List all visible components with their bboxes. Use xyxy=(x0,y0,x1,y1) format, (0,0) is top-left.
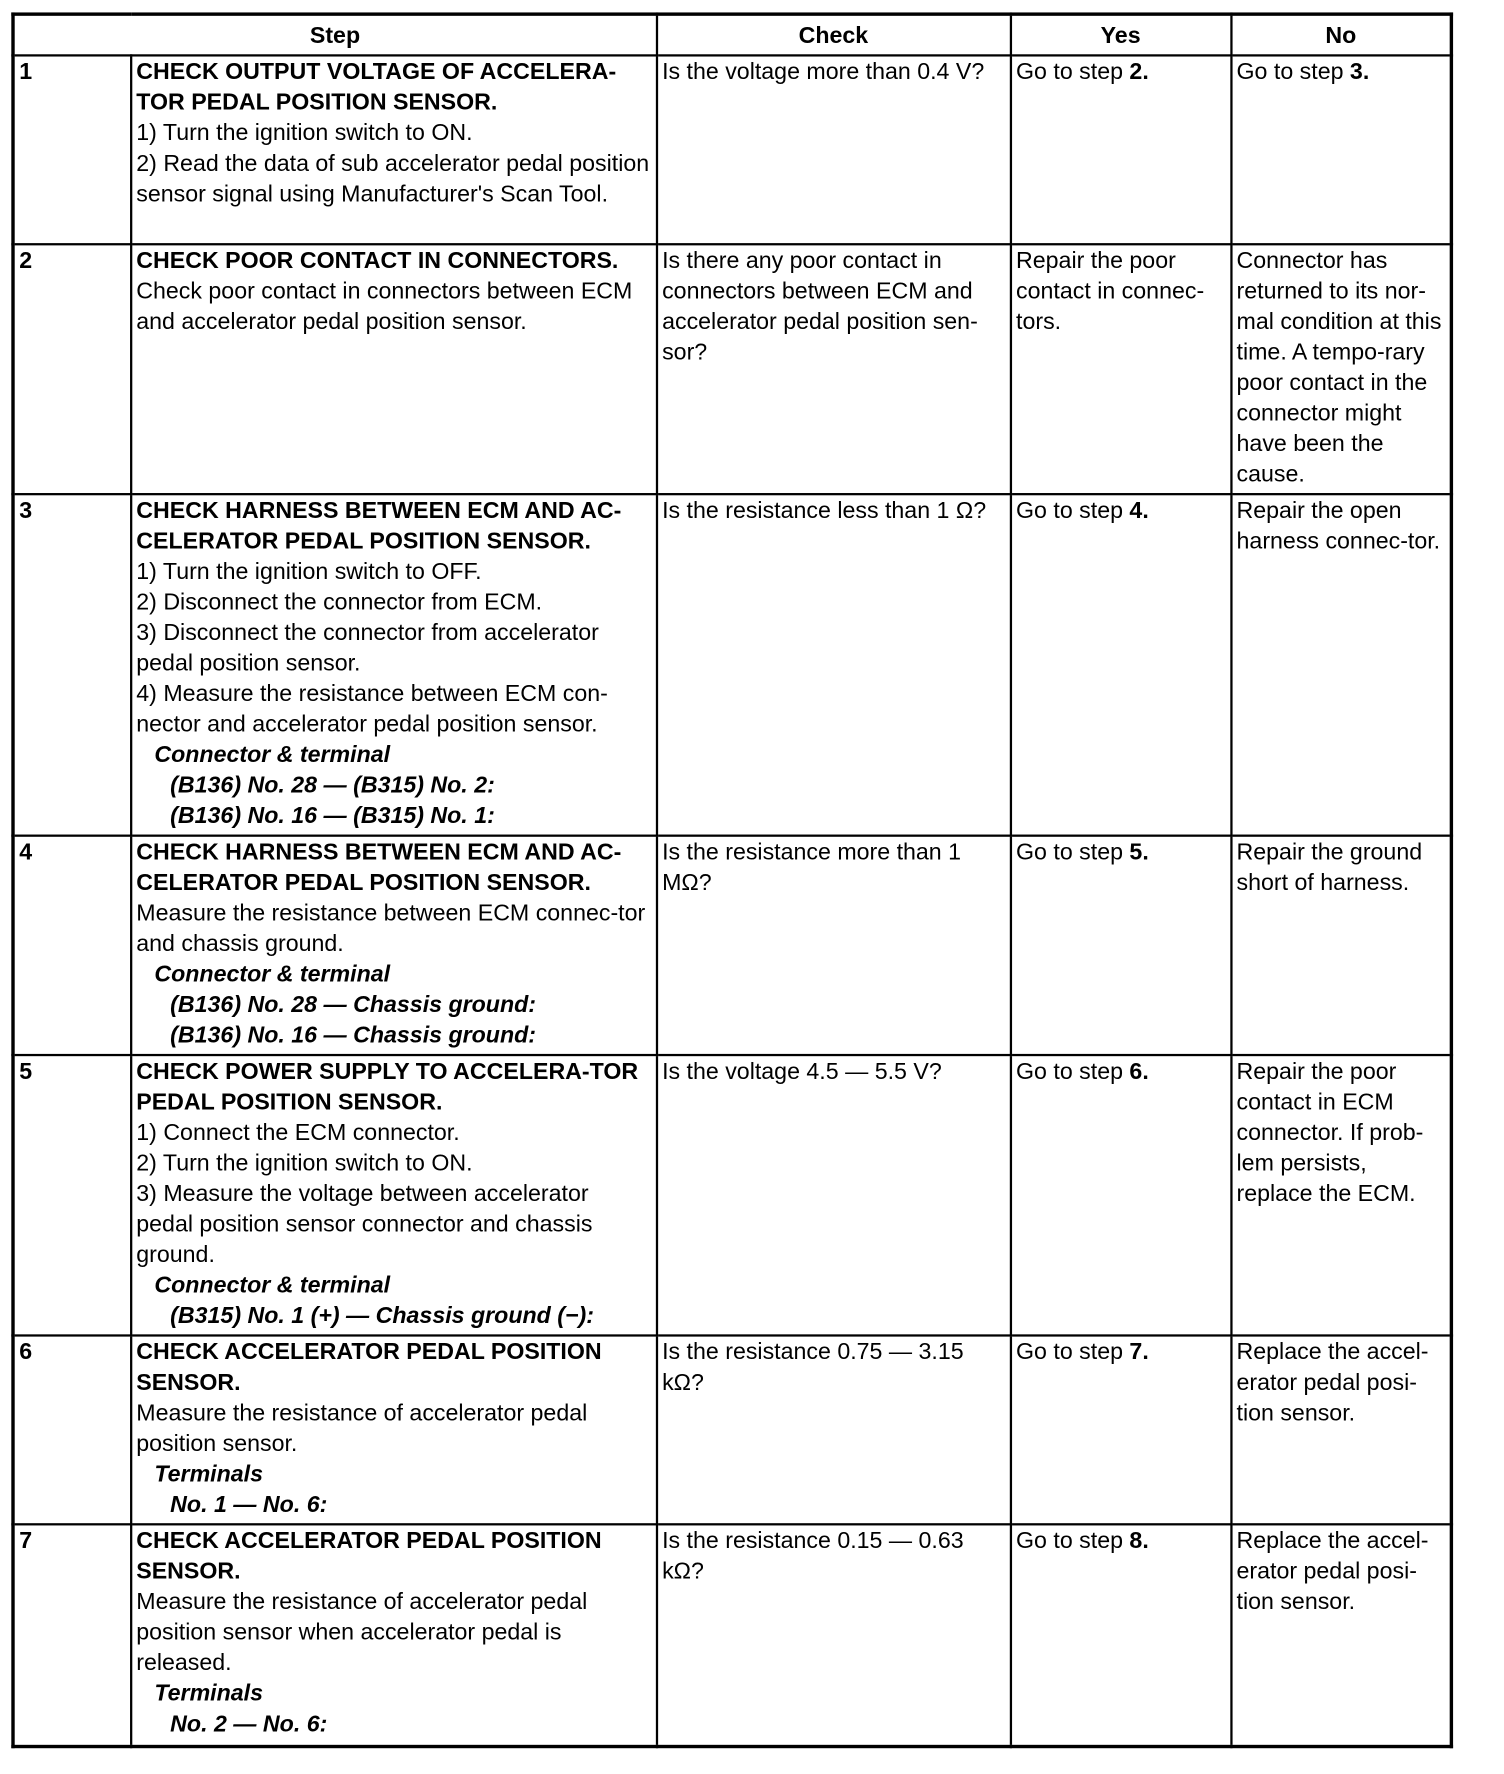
step-instruction: Check poor contact in connectors between ECM and accelerator pedal position sensor. xyxy=(136,278,633,335)
no-cell: Replace the accel-erator pedal posi-tion sensor. xyxy=(1231,1524,1452,1746)
no-cell: Repair the poor contact in ECM connector. If prob-lem persists, replace the ECM. xyxy=(1231,1055,1452,1335)
step-number: 5 xyxy=(13,1055,131,1335)
step-instruction: 1) Turn the ignition switch to ON. xyxy=(136,119,473,146)
yes-goto-step: 5. xyxy=(1129,839,1149,866)
step-title: CHECK HARNESS BETWEEN ECM AND AC-CELERATOR PEDAL POSITION SENSOR. xyxy=(136,497,622,555)
check-cell: Is the resistance more than 1 MΩ? xyxy=(656,836,1010,1055)
step-title: CHECK POWER SUPPLY TO ACCELERA-TOR PEDAL POSITION SENSOR. xyxy=(136,1058,639,1115)
check-cell: Is the resistance less than 1 Ω? xyxy=(656,494,1010,836)
yes-cell xyxy=(1010,1524,1231,1746)
table-row xyxy=(13,1055,1451,1335)
yes-goto-text: Go to step xyxy=(1016,58,1130,85)
yes-goto-text: Go to step xyxy=(1016,1058,1130,1085)
step-instruction: 1) Turn the ignition switch to OFF. xyxy=(136,558,482,585)
terminal-heading: Connector & terminal xyxy=(154,741,391,768)
diagnostic-table xyxy=(11,12,1453,1747)
terminal-spec: No. 1 — No. 6: xyxy=(170,1491,328,1518)
step-instruction: 3) Measure the voltage between accelerator pedal position sensor connector and chassis ground. xyxy=(136,1180,593,1268)
yes-goto-text: Go to step xyxy=(1016,1338,1130,1365)
step-description xyxy=(131,836,657,1055)
step-number: 4 xyxy=(13,836,131,1055)
step-description xyxy=(131,1524,657,1746)
step-title: CHECK HARNESS BETWEEN ECM AND AC-CELERATOR PEDAL POSITION SENSOR. xyxy=(136,839,622,896)
step-instruction: 2) Turn the ignition switch to ON. xyxy=(136,1150,473,1177)
no-goto-text: Go to step xyxy=(1236,58,1350,85)
step-instruction: Measure the resistance of accelerator pedal position sensor when accelerator pedal is released. xyxy=(136,1588,588,1676)
step-number: 6 xyxy=(13,1335,131,1524)
table-row xyxy=(13,1524,1451,1746)
check-cell: Is the voltage more than 0.4 V? xyxy=(656,55,1010,244)
terminal-heading: Terminals xyxy=(154,1460,264,1488)
terminal-spec: (B136) No. 28 — Chassis ground: xyxy=(170,991,537,1018)
step-description xyxy=(131,55,657,244)
step-title: CHECK POOR CONTACT IN CONNECTORS. xyxy=(136,247,619,274)
terminal-heading: Connector & terminal xyxy=(154,961,391,988)
table-row xyxy=(13,244,1451,494)
yes-goto-step: 6. xyxy=(1129,1058,1149,1085)
yes-cell xyxy=(1010,494,1231,836)
terminal-spec: No. 2 — No. 6: xyxy=(170,1710,328,1737)
terminal-spec: (B315) No. 1 (+) — Chassis ground (−): xyxy=(170,1302,594,1329)
yes-cell xyxy=(1010,55,1231,244)
step-description xyxy=(131,244,657,494)
step-instruction: 2) Read the data of sub accelerator pedal position sensor signal using Manufacturer's Scan Tool. xyxy=(136,150,650,207)
step-title: CHECK OUTPUT VOLTAGE OF ACCELERA-TOR PEDAL POSITION SENSOR. xyxy=(136,58,617,116)
header-yes: Yes xyxy=(1010,14,1231,55)
no-cell: Connector has returned to its nor-mal condition at this time. A tempo-rary poor contact in the connector might have been the cause. xyxy=(1231,244,1452,494)
no-goto-step: 3. xyxy=(1349,58,1370,85)
terminal-heading: Terminals xyxy=(154,1680,264,1707)
step-number: 2 xyxy=(13,244,131,494)
no-cell: Replace the accel-erator pedal posi-tion sensor. xyxy=(1231,1335,1452,1524)
step-instruction: 4) Measure the resistance between ECM con-nector and accelerator pedal position sensor. xyxy=(136,680,608,738)
terminal-spec: (B136) No. 16 — Chassis ground: xyxy=(170,1022,537,1049)
step-instruction: 3) Disconnect the connector from accelerator pedal position sensor. xyxy=(136,619,599,677)
header-step: Step xyxy=(13,14,656,55)
yes-goto-text: Go to step xyxy=(1016,839,1130,866)
yes-goto-text: Go to step xyxy=(1016,1527,1130,1554)
no-cell: Repair the open harness connec-tor. xyxy=(1231,494,1452,836)
step-title: CHECK ACCELERATOR PEDAL POSITION SENSOR. xyxy=(136,1527,602,1585)
yes-goto-step: 2. xyxy=(1129,58,1149,85)
header-no: No xyxy=(1231,14,1452,55)
table-row xyxy=(13,836,1451,1055)
table-header-row xyxy=(13,14,1451,55)
yes-cell: Repair the poor contact in connec-tors. xyxy=(1010,244,1231,494)
header-check: Check xyxy=(656,14,1010,55)
step-number: 7 xyxy=(13,1524,131,1746)
yes-goto-text: Go to step xyxy=(1016,497,1130,524)
step-instruction: Measure the resistance of accelerator pedal position sensor. xyxy=(136,1399,588,1457)
yes-goto-step: 8. xyxy=(1129,1527,1149,1554)
step-instruction: 1) Connect the ECM connector. xyxy=(136,1119,460,1146)
step-title: CHECK ACCELERATOR PEDAL POSITION SENSOR. xyxy=(136,1338,602,1396)
terminal-heading: Connector & terminal xyxy=(154,1272,391,1299)
check-cell: Is the resistance 0.75 — 3.15 kΩ? xyxy=(656,1335,1010,1524)
table-row xyxy=(13,1335,1451,1524)
terminal-spec: (B136) No. 28 — (B315) No. 2: xyxy=(170,772,495,799)
yes-goto-step: 4. xyxy=(1129,497,1149,524)
step-description xyxy=(131,1055,657,1335)
step-instruction: 2) Disconnect the connector from ECM. xyxy=(136,589,543,616)
table-row xyxy=(13,55,1451,244)
step-instruction: Measure the resistance between ECM connec-tor and chassis ground. xyxy=(136,900,646,957)
check-cell: Is the resistance 0.15 — 0.63 kΩ? xyxy=(656,1524,1010,1746)
yes-cell xyxy=(1010,1055,1231,1335)
check-cell: Is there any poor contact in connectors between ECM and accelerator pedal position sen-sor? xyxy=(656,244,1010,494)
yes-cell xyxy=(1010,1335,1231,1524)
yes-goto-step: 7. xyxy=(1129,1338,1149,1365)
step-description xyxy=(131,1335,657,1524)
table-row xyxy=(13,494,1451,836)
step-description xyxy=(131,494,657,836)
step-number: 1 xyxy=(13,55,131,244)
yes-cell xyxy=(1010,836,1231,1055)
step-number: 3 xyxy=(13,494,131,836)
no-cell: Repair the ground short of harness. xyxy=(1231,836,1452,1055)
no-cell xyxy=(1231,55,1452,244)
terminal-spec: (B136) No. 16 — (B315) No. 1: xyxy=(170,802,495,829)
check-cell: Is the voltage 4.5 — 5.5 V? xyxy=(656,1055,1010,1335)
